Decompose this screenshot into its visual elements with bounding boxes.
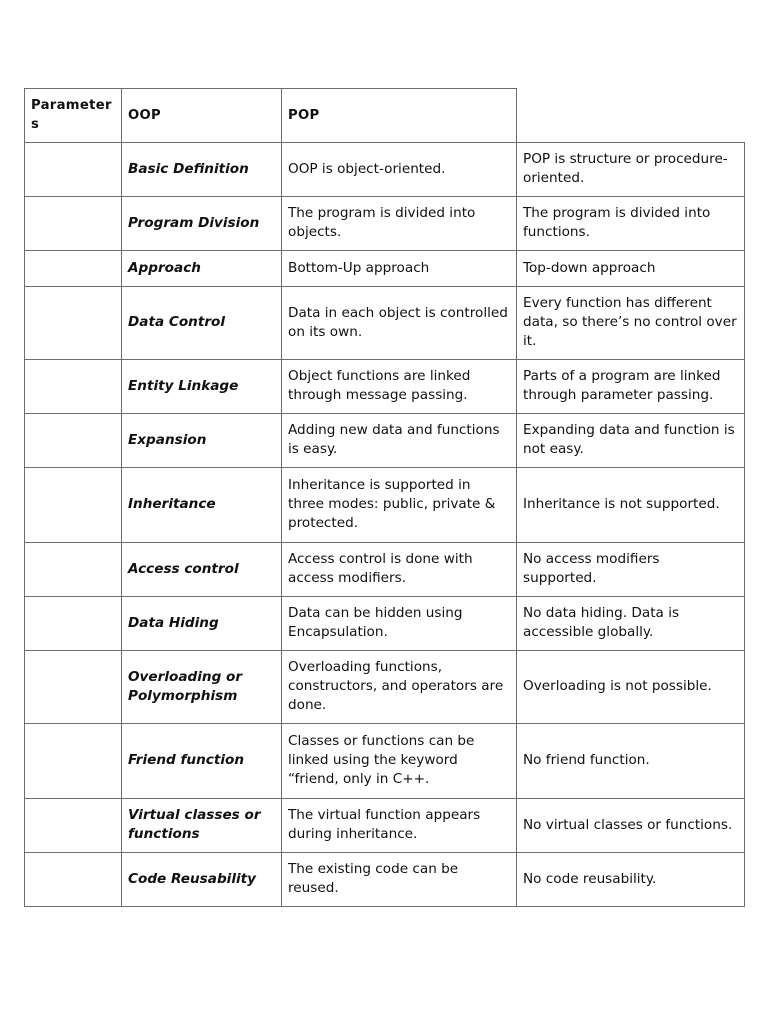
row-pop: No data hiding. Data is accessible globally. — [523, 605, 680, 640]
row-divider — [24, 596, 745, 597]
table-border-right — [744, 142, 745, 907]
row-oop: Overloading functions, constructors, and operators are done. — [288, 659, 504, 713]
table-border-top — [24, 88, 517, 89]
column-divider — [281, 88, 282, 907]
row-divider — [24, 798, 745, 799]
row-divider — [24, 413, 745, 414]
row-divider — [24, 852, 745, 853]
row-divider — [24, 542, 745, 543]
row-oop: Data in each object is controlled on its own. — [288, 304, 508, 340]
row-parameter: Entity Linkage — [128, 377, 239, 394]
row-oop: Adding new data and functions is easy. — [288, 422, 500, 457]
row-divider — [24, 286, 745, 287]
row-parameter: Inheritance — [128, 496, 216, 512]
row-pop: No code reusability. — [523, 870, 657, 887]
header-oop: OOP — [128, 107, 161, 123]
row-divider — [24, 359, 745, 360]
row-pop: Parts of a program are linked through parameter passing. — [523, 368, 721, 403]
column-divider — [516, 88, 517, 907]
row-oop: Access control is done with access modifiers. — [288, 551, 473, 586]
row-divider — [24, 142, 745, 143]
header-parameters: Parameter s — [31, 98, 112, 132]
row-oop: Bottom-Up approach — [288, 259, 430, 276]
row-oop: The virtual function appears during inheritance. — [288, 807, 481, 842]
row-parameter: Basic Definition — [128, 160, 249, 177]
row-parameter: Virtual classes or functions — [128, 807, 261, 842]
row-pop: No access modifiers supported. — [523, 551, 660, 586]
row-pop: The program is divided into functions. — [523, 205, 711, 240]
header-pop: POP — [288, 107, 320, 123]
row-parameter: Expansion — [128, 431, 207, 448]
row-parameter: Data Control — [128, 314, 226, 330]
table-border-bottom — [24, 906, 745, 907]
row-pop: POP is structure or procedure-oriented. — [523, 151, 728, 186]
row-oop: OOP is object-oriented. — [288, 160, 446, 177]
row-pop: Expanding data and function is not easy. — [523, 422, 735, 457]
row-parameter: Friend function — [128, 752, 245, 768]
row-parameter: Program Division — [128, 214, 260, 231]
row-pop: No virtual classes or functions. — [523, 816, 733, 833]
row-pop: Overloading is not possible. — [523, 678, 712, 694]
row-oop: Classes or functions can be linked using the keyword “friend, only in C++. — [288, 733, 475, 787]
row-pop: No friend function. — [523, 752, 650, 768]
row-parameter: Data Hiding — [128, 614, 219, 631]
row-divider — [24, 650, 745, 651]
row-parameter: Approach — [128, 259, 201, 276]
row-oop: Object functions are linked through message passing. — [288, 368, 471, 403]
row-divider — [24, 250, 745, 251]
row-parameter: Code Reusability — [128, 870, 257, 887]
row-divider — [24, 467, 745, 468]
row-parameter: Overloading or Polymorphism — [128, 668, 243, 704]
row-pop: Top-down approach — [523, 259, 656, 276]
row-divider — [24, 723, 745, 724]
row-parameter: Access control — [128, 560, 239, 577]
table-border-left — [24, 88, 25, 907]
row-oop: The existing code can be reused. — [288, 861, 459, 896]
row-divider — [24, 196, 745, 197]
row-pop: Every function has different data, so there’s no control over it. — [523, 295, 737, 349]
row-oop: The program is divided into objects. — [288, 205, 476, 240]
row-oop: Inheritance is supported in three modes: public, private & protected. — [288, 477, 496, 531]
row-pop: Inheritance is not supported. — [523, 496, 720, 512]
column-divider — [121, 88, 122, 907]
row-oop: Data can be hidden using Encapsulation. — [288, 605, 463, 640]
